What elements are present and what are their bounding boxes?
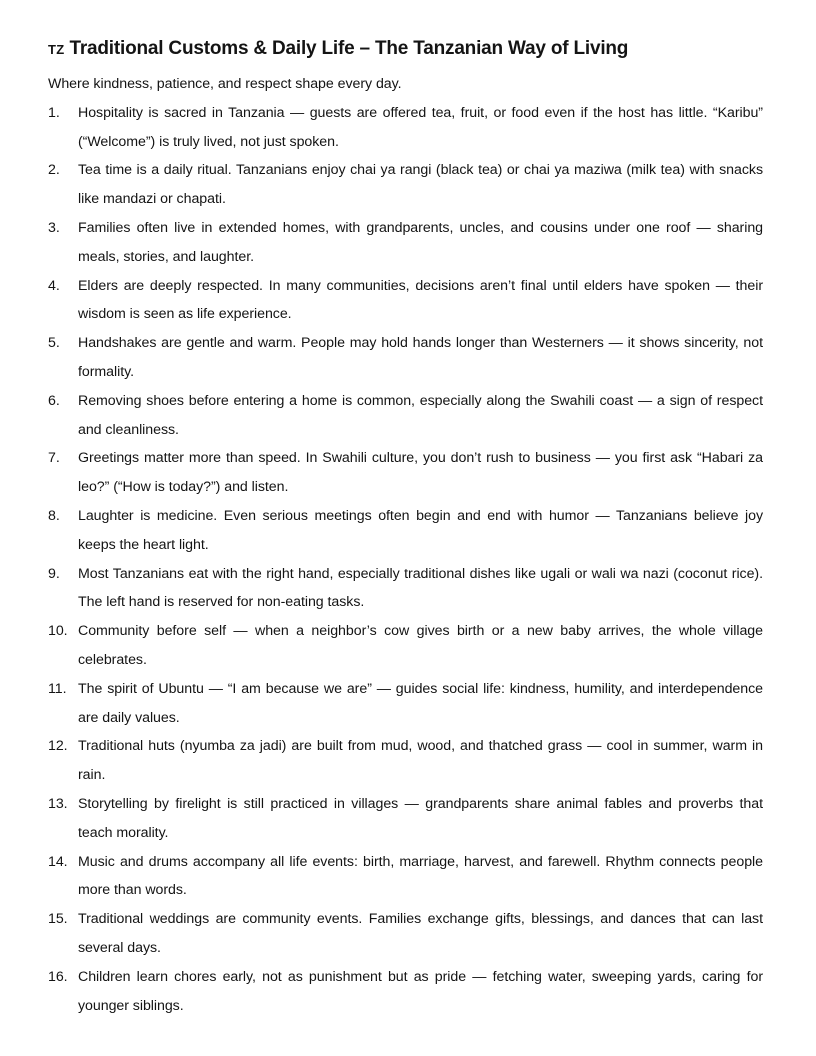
list-item [48, 99, 763, 157]
item-text: Greetings matter more than speed. In Swahili culture, you don’t rush to business — you first ask “Habari za leo?” (“How is today?”) and listen. [78, 450, 763, 496]
item-text: Tea time is a daily ritual. Tanzanians enjoy chai ya rangi (black tea) or chai ya maziwa (milk tea) with snacks like mandazi or chapati. [78, 162, 763, 208]
list-item [48, 963, 763, 1021]
item-number: 15. [48, 911, 68, 928]
list-item [48, 214, 763, 272]
item-text: Community before self — when a neighbor’s cow gives birth or a new baby arrives, the whole village celebrates. [78, 623, 763, 668]
list-item [48, 156, 763, 214]
item-text: Storytelling by firelight is still practiced in villages — grandparents share animal fables and proverbs that teach morality. [78, 795, 763, 841]
item-number: 16. [48, 968, 68, 985]
item-number: 9. [48, 565, 60, 582]
list-item [48, 329, 763, 387]
item-number: 1. [48, 104, 60, 121]
subtitle: Where kindness, patience, and respect shape every day. [48, 76, 402, 92]
item-text: Most Tanzanians eat with the right hand, especially traditional dishes like ugali or wali wa nazi (coconut rice). The left hand is reserved for non-eating tasks. [78, 565, 763, 611]
list-item [48, 444, 763, 502]
list-item [48, 732, 763, 790]
list-item [48, 617, 763, 675]
item-number: 2. [48, 162, 60, 179]
item-number: 11. [48, 680, 67, 697]
item-text: The spirit of Ubuntu — “I am because we are” — guides social life: kindness, humility, and interdependence are daily values. [78, 680, 763, 726]
item-text: Families often live in extended homes, with grandparents, uncles, and cousins under one roof — sharing meals, stories, and laughter. [78, 219, 763, 265]
item-number: 7. [48, 450, 60, 467]
item-text: Removing shoes before entering a home is common, especially along the Swahili coast — a sign of respect and cleanliness. [78, 392, 763, 438]
list-item [48, 272, 763, 330]
customs-list [48, 99, 763, 1021]
item-text: Traditional weddings are community events. Families exchange gifts, blessings, and dances that can last several days. [78, 911, 763, 956]
page-title [48, 38, 763, 61]
list-item [48, 790, 763, 848]
item-number: 8. [48, 507, 60, 524]
list-item [48, 905, 763, 963]
item-number: 6. [48, 392, 60, 409]
list-item [48, 848, 763, 906]
item-text: Traditional huts (nyumba za jadi) are built from mud, wood, and thatched grass — cool in summer, warm in rain. [78, 738, 763, 784]
page-title-text: Traditional Customs & Daily Life – The Tanzanian Way of Living [69, 38, 629, 59]
item-text: Hospitality is sacred in Tanzania — guests are offered tea, fruit, or food even if the host has little. “Karibu” (“Welcome”) is truly lived, not just spoken. [78, 104, 763, 150]
item-number: 4. [48, 277, 60, 294]
item-number: 12. [48, 738, 68, 755]
item-number: 5. [48, 335, 60, 352]
tanzania-flag-icon: TZ [48, 42, 65, 57]
list-item [48, 387, 763, 445]
item-text: Handshakes are gentle and warm. People may hold hands longer than Westerners — it shows sincerity, not formality. [78, 335, 763, 380]
item-text: Elders are deeply respected. In many communities, decisions aren’t final until elders have spoken — their wisdom is seen as life experience. [78, 277, 763, 323]
item-text: Children learn chores early, not as punishment but as pride — fetching water, sweeping yards, caring for younger siblings. [78, 968, 763, 1014]
list-item [48, 502, 763, 560]
item-text: Music and drums accompany all life events: birth, marriage, harvest, and farewell. Rhythm connects people more than words. [78, 853, 763, 899]
item-number: 13. [48, 795, 68, 812]
item-number: 3. [48, 219, 60, 236]
list-item [48, 560, 763, 618]
list-item [48, 675, 763, 733]
item-number: 14. [48, 853, 68, 870]
item-text: Laughter is medicine. Even serious meetings often begin and end with humor — Tanzanians believe joy keeps the heart light. [78, 507, 763, 553]
item-number: 10. [48, 623, 68, 640]
